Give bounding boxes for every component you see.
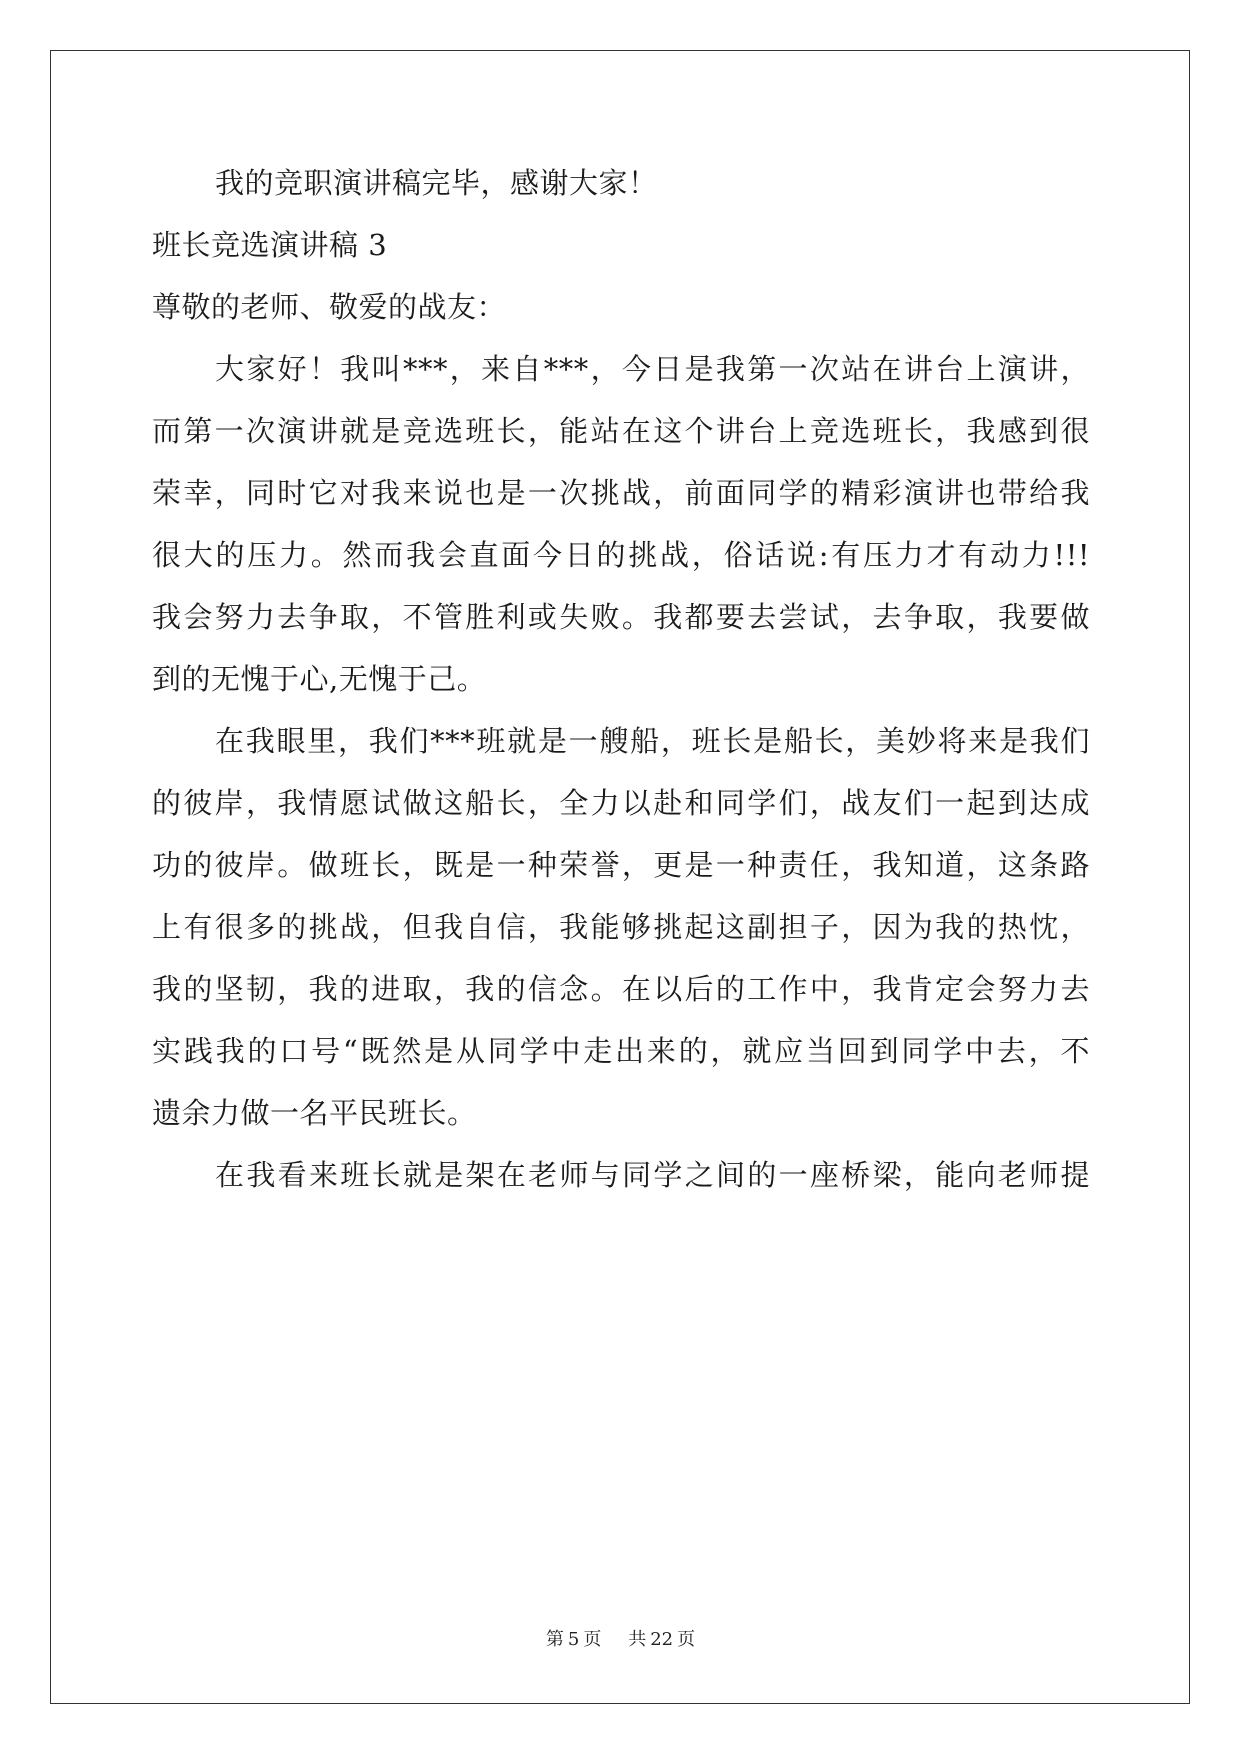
footer-page-prefix: 第 — [545, 1629, 564, 1650]
page-footer — [0, 1625, 1241, 1651]
paragraph-line: 荣幸，同时它对我来说也是一次挑战，前面同学的精彩演讲也带给我 — [152, 476, 1090, 510]
document-body — [152, 152, 1090, 1206]
footer-page-number: 5 — [567, 1629, 580, 1650]
paragraph-line: 实践我的口号“既然是从同学中走出来的，就应当回到同学中去，不 — [152, 1034, 1090, 1068]
footer-total-pages: 22 — [650, 1629, 674, 1650]
paragraph-line: 我会努力去争取，不管胜利或失败。我都要去尝试，去争取，我要做 — [152, 600, 1090, 634]
paragraph-bridge — [152, 1144, 1090, 1206]
paragraph-line: 的彼岸，我情愿试做这船长，全力以赴和同学们，战友们一起到达成 — [152, 786, 1090, 820]
footer-total-prefix: 共 — [628, 1629, 647, 1650]
paragraph-ship-metaphor — [152, 710, 1090, 1144]
paragraph-line: 很大的压力。然而我会直面今日的挑战，俗话说:有压力才有动力!!! — [152, 538, 1090, 572]
paragraph-line: 大家好！我叫***，来自***，今日是我第一次站在讲台上演讲， — [215, 352, 1090, 386]
paragraph-closing-line: 我的竞职演讲稿完毕，感谢大家！ — [215, 166, 658, 200]
footer-page-suffix: 页 — [583, 1629, 602, 1650]
paragraph-line: 上有很多的挑战，但我自信，我能够挑起这副担子，因为我的热忱， — [152, 910, 1090, 944]
paragraph-line: 而第一次演讲就是竞选班长，能站在这个讲台上竞选班长，我感到很 — [152, 414, 1090, 448]
paragraph-line: 在我看来班长就是架在老师与同学之间的一座桥梁，能向老师提 — [215, 1158, 1090, 1192]
paragraph-line: 我的坚韧，我的进取，我的信念。在以后的工作中，我肯定会努力去 — [152, 972, 1090, 1006]
paragraph-line: 功的彼岸。做班长，既是一种荣誉，更是一种责任，我知道，这条路 — [152, 848, 1090, 882]
footer-total-suffix: 页 — [677, 1629, 696, 1650]
paragraph-line: 遗余力做一名平民班长。 — [152, 1096, 477, 1130]
paragraph-line: 到的无愧于心,无愧于己。 — [152, 662, 487, 696]
section-heading: 班长竞选演讲稿 3 — [152, 228, 388, 262]
paragraph-line: 在我眼里，我们***班就是一艘船，班长是船长，美妙将来是我们 — [215, 724, 1090, 758]
paragraph-introduction — [152, 338, 1090, 710]
salutation: 尊敬的老师、敬爱的战友： — [152, 290, 507, 324]
